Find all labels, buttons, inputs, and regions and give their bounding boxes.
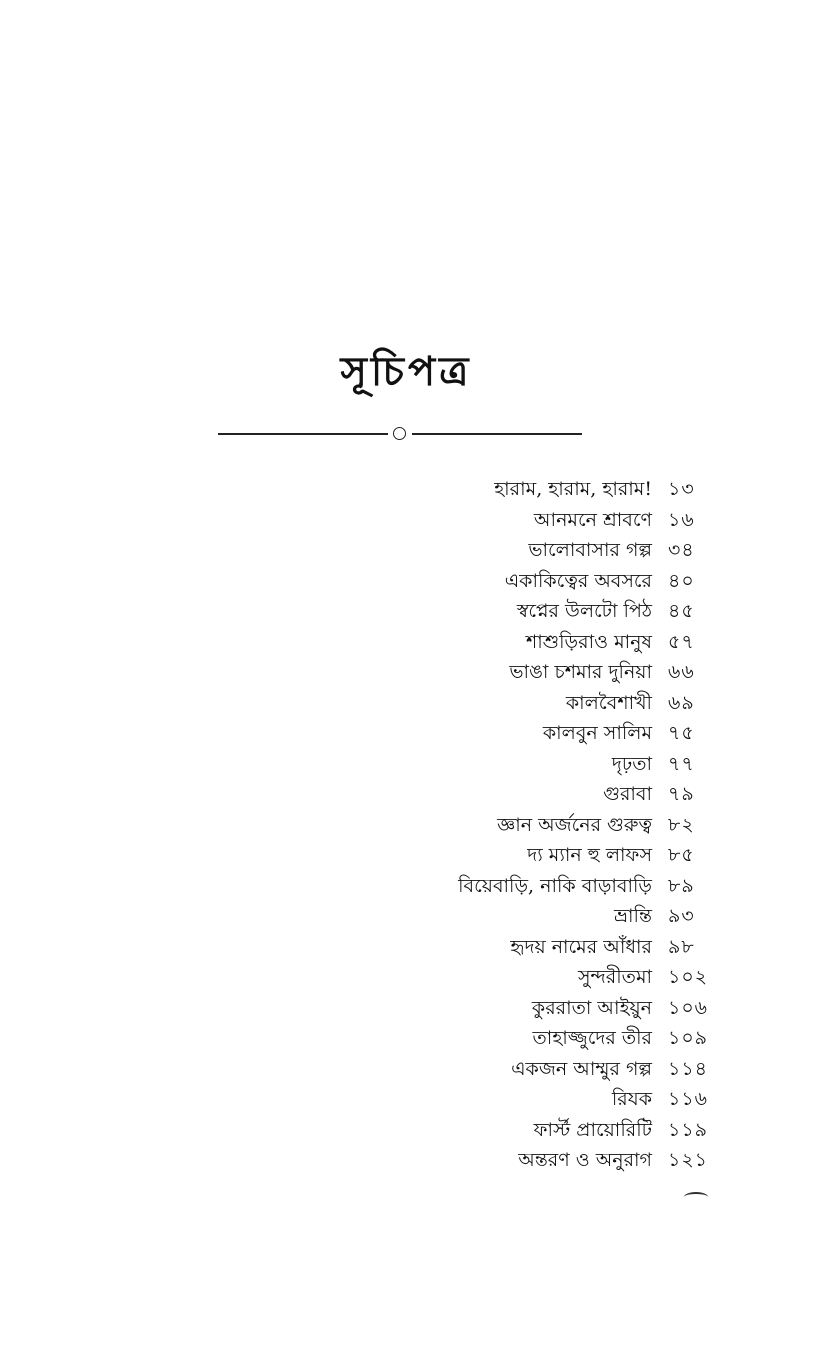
toc-entry [300, 688, 740, 719]
toc-entry-title: রিযক [611, 1088, 652, 1110]
toc-entry-page-number: ৮২ [668, 813, 695, 836]
toc-entry-page-number: ৭৫ [668, 722, 695, 744]
toc-entry [300, 871, 740, 902]
toc-entry-title: সুন্দরীতমা [578, 966, 652, 988]
table-of-contents [300, 474, 740, 1176]
circle-ornament-icon [393, 427, 406, 440]
toc-entry-page-number: ৯৩ [668, 905, 695, 927]
toc-entry-title: হারাম, হারাম, হারাম! [494, 478, 652, 500]
toc-entry-page-number: ৮৫ [668, 844, 695, 866]
toc-entry-title: তাহাজ্জুদের তীর [532, 1027, 652, 1049]
toc-entry [300, 932, 740, 963]
toc-entry-title: কালবুন সালিম [542, 722, 652, 744]
toc-entry [300, 535, 740, 566]
toc-entry-title: হৃদয় নামের আঁধার [510, 935, 652, 958]
toc-entry-title: শাশুড়িরাও মানুষ [526, 630, 652, 653]
toc-entry-title: একাকিত্বের অবসরে [504, 569, 652, 592]
divider-line-right [412, 433, 582, 435]
toc-entry-title: কালবৈশাখী [565, 691, 652, 714]
toc-entry-page-number: ১০২ [668, 966, 709, 988]
toc-entry-page-number: ৬৯ [668, 691, 695, 714]
toc-entry-title: কুররাতা আইয়ুন [531, 996, 652, 1019]
toc-entry-page-number: ১০৬ [668, 996, 709, 1019]
toc-entry-page-number: ৭৭ [668, 752, 695, 775]
toc-entry [300, 901, 740, 932]
toc-entry [300, 505, 740, 536]
toc-entry [300, 810, 740, 841]
toc-entry-title: অন্তরণ ও অনুরাগ [518, 1149, 652, 1171]
toc-entry-page-number: ৮৯ [668, 874, 695, 897]
toc-entry [300, 718, 740, 749]
toc-entry-page-number: ১২১ [668, 1149, 709, 1171]
toc-entry [300, 474, 740, 505]
toc-entry-page-number: ১১৬ [668, 1088, 709, 1110]
toc-entry [300, 1023, 740, 1054]
toc-entry-page-number: ৬৬ [668, 661, 695, 683]
toc-entry-title: দৃঢ়তা [611, 752, 652, 775]
page-title: সূচিপত্র [340, 349, 473, 395]
toc-entry [300, 566, 740, 597]
toc-entry-title: ভ্রান্তি [614, 905, 652, 927]
toc-entry-title: গুরাবা [603, 783, 652, 805]
toc-entry-title: ভাঙা চশমার দুনিয়া [509, 661, 652, 683]
toc-entry [300, 779, 740, 810]
toc-entry-page-number: ৯৮ [668, 935, 695, 958]
toc-entry [300, 657, 740, 688]
toc-entry [300, 962, 740, 993]
toc-entry [300, 1145, 740, 1176]
toc-entry [300, 1084, 740, 1115]
toc-entry [300, 749, 740, 780]
divider-line-left [218, 433, 388, 435]
toc-entry [300, 1115, 740, 1146]
toc-entry-title: দ্য ম্যান হু লাফস [527, 844, 652, 866]
page-edge-mark [684, 1192, 708, 1202]
toc-entry-page-number: ৪৫ [668, 600, 695, 622]
ornamental-divider [218, 424, 582, 444]
toc-entry-page-number: ১১৪ [668, 1057, 708, 1080]
toc-entry-page-number: ৩৪ [668, 539, 695, 561]
toc-entry-title: আনমনে শ্রাবণে [533, 508, 652, 531]
toc-entry-page-number: ১০৯ [668, 1027, 709, 1049]
toc-entry-title: স্বপ্নের উলটো পিঠ [516, 600, 652, 622]
toc-entry-page-number: ৫৭ [668, 630, 695, 653]
toc-entry-page-number: ১১৯ [668, 1118, 708, 1141]
toc-entry [300, 1054, 740, 1085]
toc-entry-page-number: ১৩ [668, 478, 695, 500]
toc-entry-page-number: ১৬ [668, 508, 695, 531]
toc-entry-page-number: ৭৯ [668, 783, 695, 805]
toc-entry [300, 993, 740, 1024]
toc-entry [300, 627, 740, 658]
toc-entry-page-number: ৪০ [668, 569, 695, 592]
toc-entry-title: একজন আম্মুর গল্প [511, 1057, 652, 1080]
toc-entry-title: ভালোবাসার গল্প [528, 539, 652, 561]
toc-entry [300, 596, 740, 627]
toc-entry-title: বিয়েবাড়ি, নাকি বাড়াবাড়ি [458, 874, 652, 897]
toc-entry-title: ফার্স্ট প্রায়োরিটি [533, 1118, 652, 1141]
toc-entry-title: জ্ঞান অর্জনের গুরুত্ব [497, 813, 652, 836]
toc-entry [300, 840, 740, 871]
